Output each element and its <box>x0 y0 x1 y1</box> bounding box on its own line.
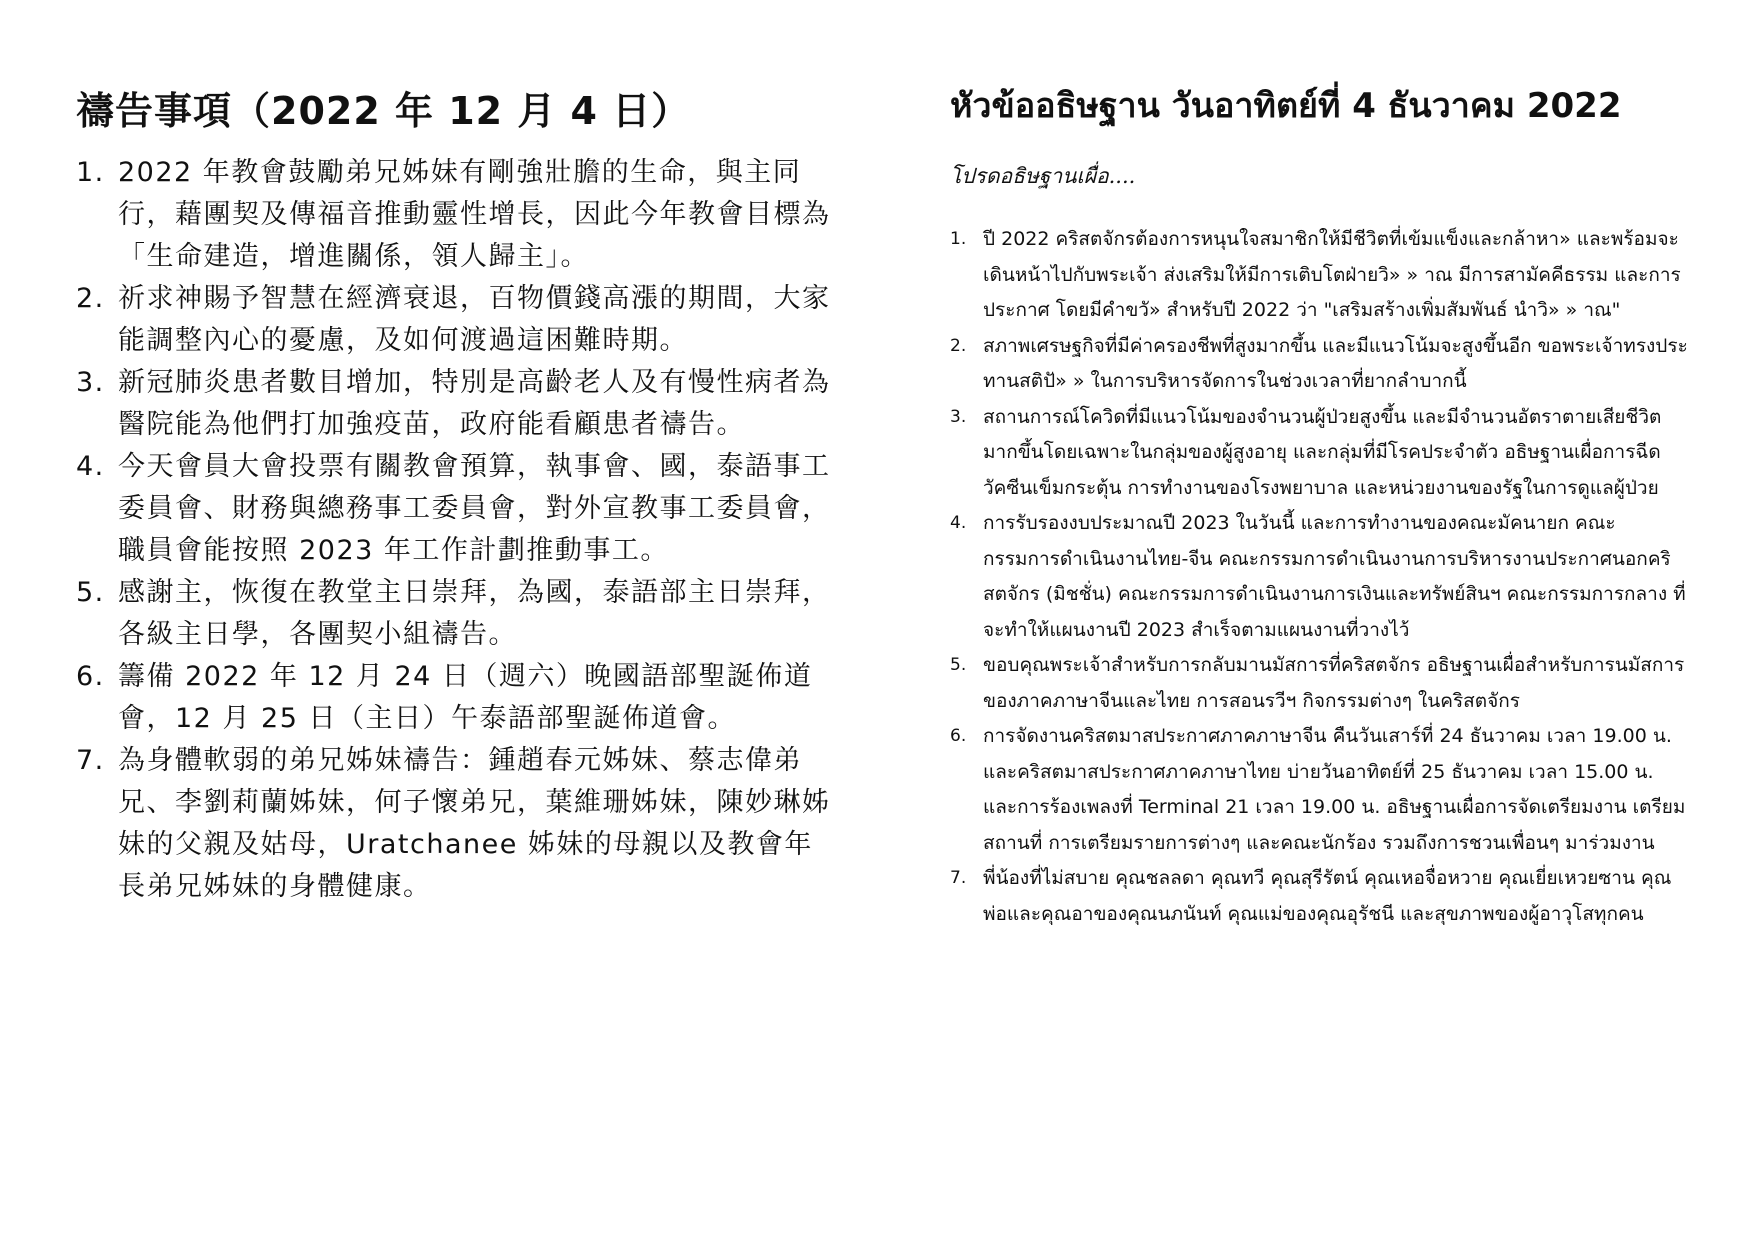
item-number: 6. <box>950 726 967 746</box>
list-item <box>76 572 836 656</box>
item-number: 6. <box>76 661 105 692</box>
item-text: การรับรองงบประมาณปี 2023 ในวันนี้ และการทำงานของคณะมัคนายก คณะกรรมการดำเนินงานไทย-จีน คณะกรรมการดำเนินงานการบริหารงานประกาศนอกคริสตจักร (มิชชั่น) คณะกรรมการดำเนินงานการเงินและทรัพย์สินฯ คณะกรรมการกลาง ที่จะทำให้แผนงานปี 2023 สำเร็จตามแผนงานที่วางไว้ <box>983 512 1686 641</box>
thai-subtitle: โปรดอธิษฐานเผื่อ.... <box>950 164 1136 188</box>
chinese-prayer-list <box>76 152 836 908</box>
item-text: 祈求神賜予智慧在經濟衰退，百物價錢高漲的期間，大家能調整內心的憂慮，及如何渡過這困難時期。 <box>118 283 831 356</box>
list-item <box>76 278 836 362</box>
item-text: ขอบคุณพระเจ้าสำหรับการกลับมานมัสการที่คริสตจักร อธิษฐานเผื่อสำหรับการนมัสการของภาคภาษาจีนและไทย การสอนรวีฯ กิจกรรมต่างๆ ในคริสตจักร <box>983 654 1685 712</box>
item-text: ปี 2022 คริสตจักรต้องการหนุนใจสมาชิกให้มีชีวิตที่เข้มแข็งและกล้าหา» และพร้อมจะเดินหน้าไปกับพระเจ้า ส่งเสริมให้มีการเติบโตฝ่ายวิ» » าณ มีการสามัคคีธรรม และการประกาศ โดยมีคำขวั» สำหรับปี 2022 ว่า "เสริมสร้างเพิ่มสัมพันธ์ นำวิ» » าณ" <box>983 228 1681 321</box>
list-item <box>950 861 1690 932</box>
item-text: พี่น้องที่ไม่สบาย คุณชลลดา คุณทวี คุณสุรีรัตน์ คุณเหอจื่อหวาย คุณเยี่ยเหวยซาน คุณพ่อและคุณอาของคุณนภนันท์ คุณแม่ของคุณอุรัชนี และสุขภาพของผู้อาวุโสทุกคน <box>983 867 1672 925</box>
list-item <box>950 719 1690 861</box>
item-number: 3. <box>76 367 105 398</box>
item-text: สภาพเศรษฐกิจที่มีค่าครองชีพที่สูงมากขึ้น และมีแนวโน้มจะสูงขึ้นอีก ขอพระเจ้าทรงประทานสติปั» » ในการบริหารจัดการในช่วงเวลาที่ยากลำบากนี้ <box>983 334 1688 392</box>
item-number: 5. <box>76 577 105 608</box>
list-item <box>76 152 836 278</box>
item-number: 3. <box>950 406 967 427</box>
item-text: 感謝主，恢復在教堂主日崇拜，為國，泰語部主日崇拜，各級主日學，各團契小組禱告。 <box>118 577 831 650</box>
item-number: 4. <box>76 451 105 482</box>
list-item <box>76 446 836 572</box>
item-number: 2. <box>76 283 105 314</box>
item-text: 為身體軟弱的弟兄姊妹禱告：鍾趙春元姊妹、蔡志偉弟兄、李劉莉蘭姊妹，何子懷弟兄，葉維珊姊妹，陳妙琳姊妹的父親及姑母，Uratchanee 姊妹的母親以及教會年長弟兄姊妹的身體健康。 <box>118 745 831 902</box>
list-item <box>950 506 1690 648</box>
item-text: การจัดงานคริสตมาสประกาศภาคภาษาจีน คืนวันเสาร์ที่ 24 ธันวาคม เวลา 19.00 น. และคริสตมาสประกาศภาคภาษาไทย บ่ายวันอาทิตย์ที่ 25 ธันวาคม เวลา 15.00 น. และการร้องเพลงที่ Terminal 21 เวลา 19.00 น. อธิษฐานเผื่อการจัดเตรียมงาน เตรียมสถานที่ การเตรียมรายการต่างๆ และคณะนักร้อง รวมถึงการชวนเพื่อนๆ มาร่วมงาน <box>983 725 1686 854</box>
item-text: 新冠肺炎患者數目增加，特別是高齡老人及有慢性病者為醫院能為他們打加強疫苗，政府能看顧患者禱告。 <box>118 367 831 440</box>
item-number: 4. <box>950 513 967 533</box>
item-text: 今天會員大會投票有關教會預算，執事會、國，泰語事工委員會、財務與總務事工委員會，對外宣教事工委員會，職員會能按照 2023 年工作計劃推動事工。 <box>118 451 831 566</box>
item-number: 5. <box>950 655 967 675</box>
list-item <box>950 400 1690 507</box>
item-number: 7. <box>76 745 105 776</box>
list-item <box>950 648 1690 719</box>
item-text: 2022 年教會鼓勵弟兄姊妹有剛強壯膽的生命，與主同行，藉團契及傳福音推動靈性增長，因此今年教會目標為「生命建造，增進關係，領人歸主」。 <box>118 157 831 272</box>
item-text: สถานการณ์โควิดที่มีแนวโน้มของจำนวนผู้ป่วยสูงขึ้น และมีจำนวนอัตราตายเสียชีวิตมากขึ้นโดยเฉพาะในกลุ่มของผู้สูงอายุ และกลุ่มที่มีโรคประจำตัว อธิษฐานเผื่อการฉีดวัคซีนเข็มกระตุ้น การทำงานของโรงพยาบาล และหน่วยงานของรัฐในการดูแลผู้ป่วย <box>983 405 1662 499</box>
thai-title: หัวข้ออธิษฐาน วันอาทิตย์ที่ 4 ธันวาคม 2022 <box>950 86 1622 126</box>
list-item <box>950 222 1690 329</box>
chinese-title: 禱告事項（2022 年 12 月 4 日） <box>76 89 691 133</box>
item-number: 1. <box>76 157 105 188</box>
item-number: 2. <box>950 335 967 356</box>
thai-prayer-list <box>950 222 1690 932</box>
item-number: 7. <box>950 868 967 888</box>
item-text: 籌備 2022 年 12 月 24 日（週六）晚國語部聖誕佈道會，12 月 25 日（主日）午泰語部聖誕佈道會。 <box>118 661 813 734</box>
list-item <box>950 329 1690 400</box>
list-item <box>76 362 836 446</box>
list-item <box>76 740 836 908</box>
list-item <box>76 656 836 740</box>
item-number: 1. <box>950 229 967 249</box>
